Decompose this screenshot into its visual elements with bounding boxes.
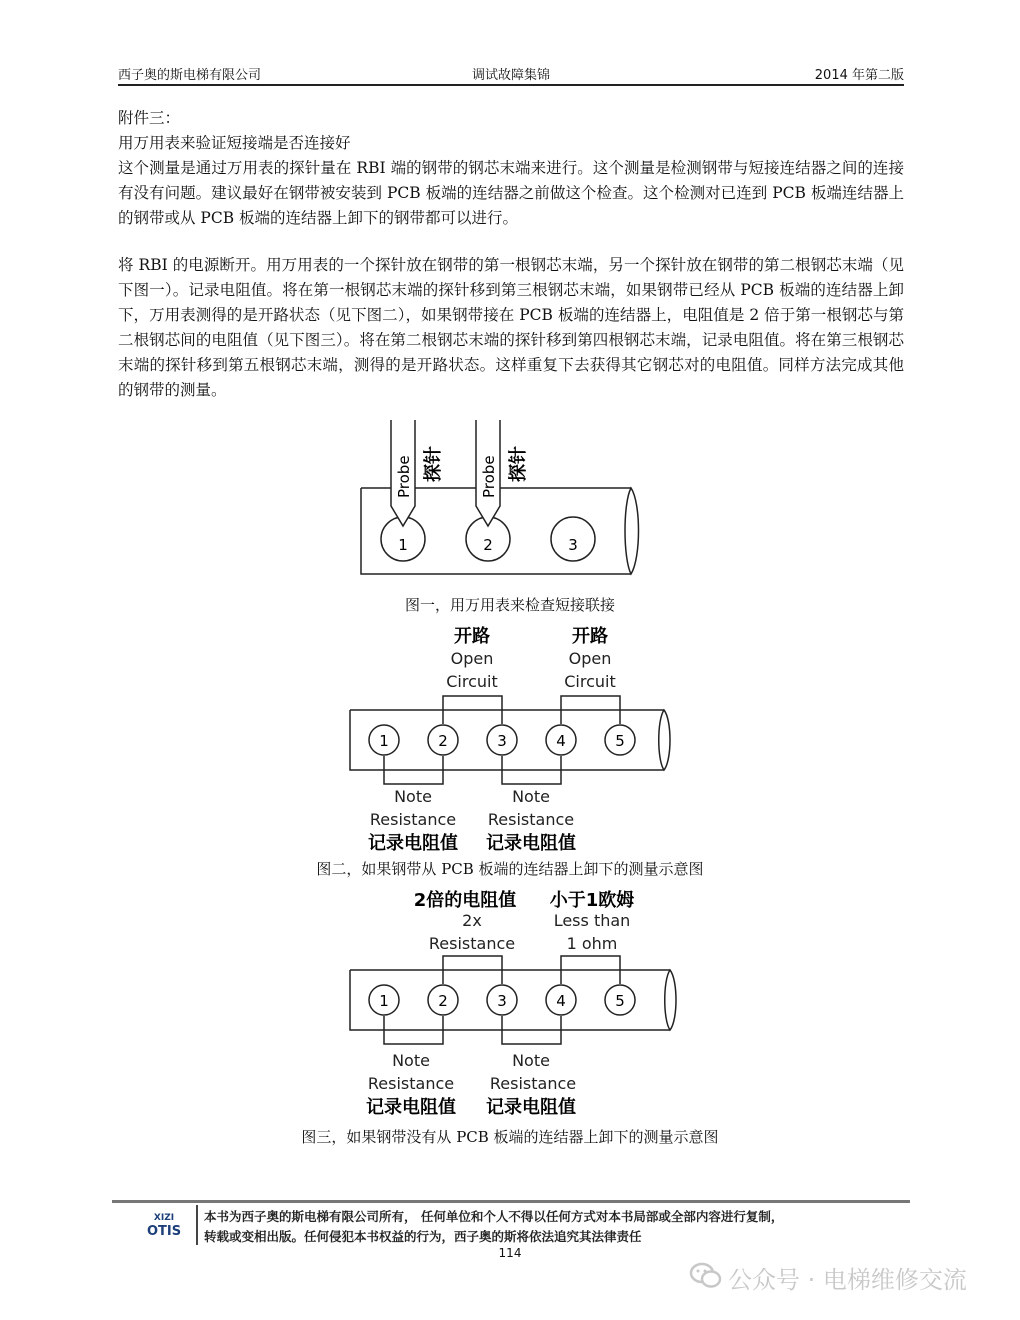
probe-1-en: Probe xyxy=(395,455,413,498)
probe-2-zh: 探针 xyxy=(508,446,529,482)
fig3-bottom-zh-2: 记录电阻值 xyxy=(486,1097,576,1118)
section-heading: 用万用表来验证短接端是否连接好 xyxy=(118,134,351,152)
fig2-top-en1-2: Open xyxy=(568,649,612,668)
watermark-text: 公众号 · 电梯维修交流 xyxy=(728,1266,967,1294)
fig3-top-en1-2: Less than xyxy=(553,911,631,930)
fig2-core-1: 1 xyxy=(379,732,389,750)
copyright-line-2: 转载或变相出版。任何侵犯本书权益的行为，西子奥的斯将依法追究其法律责任 xyxy=(204,1229,642,1244)
fig2-bottom-zh-1: 记录电阻值 xyxy=(368,833,458,854)
fig3-top-zh-1: 2倍的电阻值 xyxy=(413,890,517,911)
fig3-top-en1-1: 2x xyxy=(462,911,482,930)
xizi-otis-logo: XIZI OTIS xyxy=(146,1213,182,1239)
fig2-top-en1-1: Open xyxy=(450,649,494,668)
core-3-label: 3 xyxy=(568,536,578,554)
fig3-core-2: 2 xyxy=(438,992,448,1010)
fig2-top-en2-2: Circuit xyxy=(564,672,616,691)
procedure-paragraph: 将 RBI 的电源断开。用万用表的一个探针放在钢带的第一根钢芯末端，另一个探针放在钢带的第二根钢芯末端（见下图一）。记录电阻值。将在第一根钢芯末端的探针移到第三根钢芯末端，如果钢带已经从 PCB 板端的连结器上卸下，万用表测得的是开路状态（见下图二），如果钢带接在 PCB 板端的连结器上，电阻值是 2 倍于第一根钢芯与第二根钢芯间的电阻值（见下图三）。将在第二根钢芯末端的探针移到第四根钢芯末端，记录电阻值。将在第三根钢芯末端的探针移到第五根钢芯末端，测得的是开路状态。这样重复下去获得其它钢芯对的电阻值。同样方法完成其他的钢带的测量。 xyxy=(118,256,904,399)
body-text xyxy=(118,106,904,403)
figure-1-diagram xyxy=(355,418,655,583)
fig2-top-zh-2: 开路 xyxy=(572,626,608,647)
fig3-bottom-en1-2: Note xyxy=(512,1051,550,1070)
fig3-top-zh-2: 小于1欧姆 xyxy=(549,890,635,911)
footer-divider xyxy=(196,1205,198,1245)
intro-paragraph: 这个测量是通过万用表的探针量在 RBI 端的钢带的钢芯末端来进行。这个测量是检测钢带与短接连结器之间的连接有没有问题。建议最好在钢带被安装到 PCB 板端的连结器之前做这个检查。这个检测对已连到 PCB 板端连结器上的钢带或从 PCB 板端的连结器上卸下的钢带都可以进行。 xyxy=(118,159,904,227)
fig2-core-4: 4 xyxy=(556,732,566,750)
fig3-bottom-en2-1: Resistance xyxy=(367,1074,455,1093)
fig3-bottom-en1-1: Note xyxy=(392,1051,430,1070)
fig2-bottom-en2-2: Resistance xyxy=(487,810,575,829)
core-1-label: 1 xyxy=(398,536,408,554)
figure-3-caption: 图三，如果钢带没有从 PCB 板端的连结器上卸下的测量示意图 xyxy=(301,1128,719,1146)
figure-3-diagram xyxy=(340,884,680,1120)
fig2-bottom-en1-2: Note xyxy=(512,787,550,806)
fig2-bottom-zh-2: 记录电阻值 xyxy=(486,833,576,854)
page-footer xyxy=(112,1200,910,1244)
fig2-top-en2-1: Circuit xyxy=(446,672,498,691)
fig2-core-5: 5 xyxy=(615,732,625,750)
fig3-core-1: 1 xyxy=(379,992,389,1010)
probe-1-zh: 探针 xyxy=(423,446,444,482)
header-company: 西子奥的斯电梯有限公司 xyxy=(118,68,262,83)
fig2-top-zh-1: 开路 xyxy=(454,626,490,647)
figure-2-caption: 图二，如果钢带从 PCB 板端的连结器上卸下的测量示意图 xyxy=(316,860,704,878)
figure-1-caption: 图一，用万用表来检查短接联接 xyxy=(404,596,615,614)
page-header xyxy=(118,62,904,86)
fig2-core-3: 3 xyxy=(497,732,507,750)
fig3-top-en2-2: 1 ohm xyxy=(566,934,618,953)
fig2-core-2: 2 xyxy=(438,732,448,750)
figure-2-diagram xyxy=(340,620,680,860)
probe-2-en: Probe xyxy=(480,455,498,498)
copyright-notice xyxy=(204,1207,904,1247)
page-number: 114 xyxy=(498,1246,522,1260)
fig3-core-5: 5 xyxy=(615,992,625,1010)
wechat-icon xyxy=(690,1262,722,1290)
fig3-core-3: 3 xyxy=(497,992,507,1010)
header-title: 调试故障集锦 xyxy=(471,68,550,83)
fig3-core-4: 4 xyxy=(556,992,566,1010)
fig3-bottom-en2-2: Resistance xyxy=(489,1074,577,1093)
header-edition: 2014 年第二版 xyxy=(814,68,904,83)
fig3-bottom-zh-1: 记录电阻值 xyxy=(366,1097,456,1118)
fig2-bottom-en2-1: Resistance xyxy=(369,810,457,829)
copyright-line-1: 本书为西子奥的斯电梯有限公司所有， 任何单位和个人不得以任何方式对本书局部或全部内容进行复制， xyxy=(204,1209,784,1224)
fig2-bottom-en1-1: Note xyxy=(394,787,432,806)
attachment-label: 附件三： xyxy=(118,109,181,127)
fig3-top-en2-1: Resistance xyxy=(428,934,516,953)
core-2-label: 2 xyxy=(483,536,493,554)
